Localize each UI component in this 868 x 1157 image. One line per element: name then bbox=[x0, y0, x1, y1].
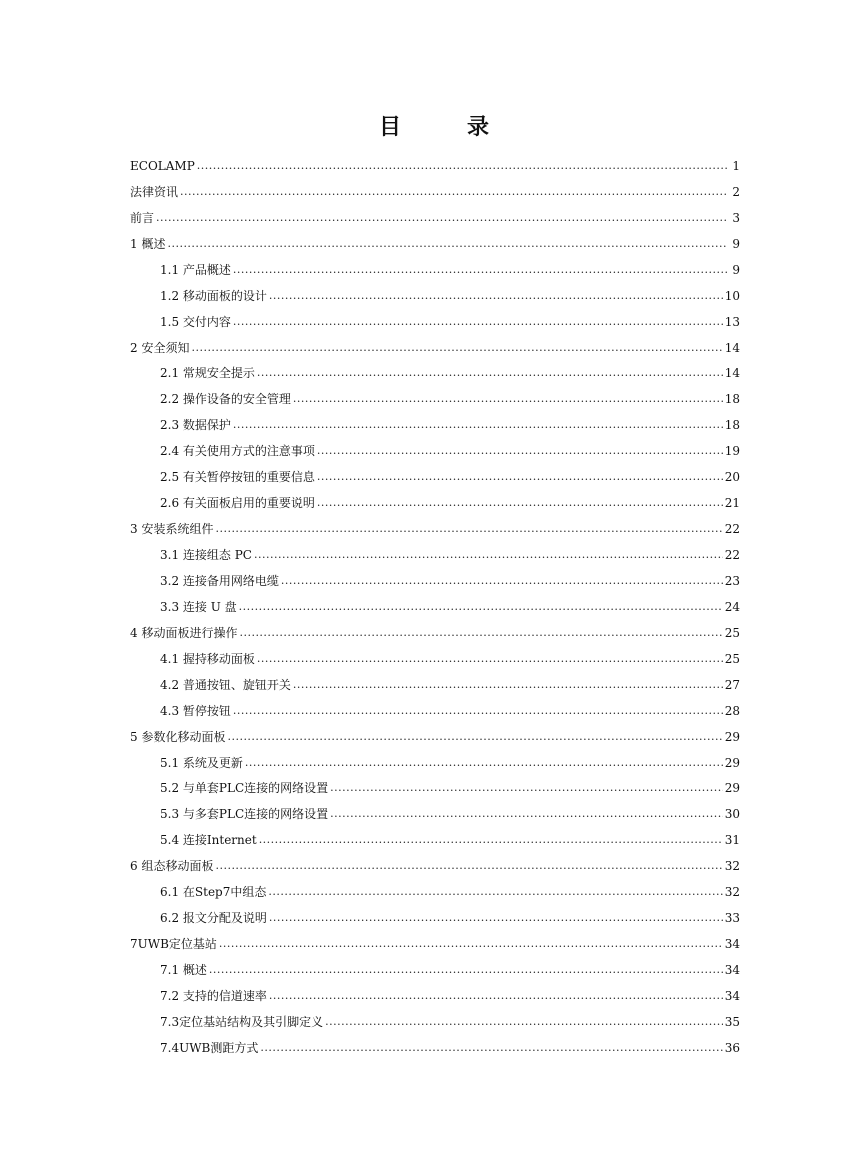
toc-entry[interactable] bbox=[130, 510, 740, 536]
toc-entry-page-number: 29 bbox=[724, 729, 740, 744]
toc-entry-page-number: 34 bbox=[724, 937, 740, 952]
toc-entry[interactable] bbox=[130, 718, 740, 744]
dot-leader bbox=[245, 756, 723, 770]
dot-leader bbox=[215, 859, 722, 873]
toc-entry[interactable] bbox=[130, 588, 740, 614]
toc-entry-page-number: 19 bbox=[724, 444, 740, 459]
dot-leader bbox=[197, 159, 728, 173]
toc-entry-page-number: 21 bbox=[724, 496, 740, 511]
table-of-contents bbox=[130, 147, 740, 1055]
toc-entry-label: 4.1 握持移动面板 bbox=[160, 651, 255, 666]
dot-leader bbox=[317, 444, 723, 458]
toc-entry-label: 3.3 连接 U 盘 bbox=[160, 599, 237, 614]
toc-entry[interactable] bbox=[130, 666, 740, 692]
toc-entry[interactable] bbox=[130, 1029, 740, 1055]
dot-leader bbox=[167, 237, 728, 251]
toc-entry-label: 1.1 产品概述 bbox=[160, 262, 231, 277]
toc-entry-label: 3.1 连接组态 PC bbox=[160, 548, 252, 562]
toc-entry[interactable] bbox=[130, 303, 740, 329]
toc-entry[interactable] bbox=[130, 1003, 740, 1029]
toc-entry-label: 法律资讯 bbox=[130, 184, 179, 199]
toc-entry[interactable] bbox=[130, 355, 740, 381]
toc-entry-page-number: 28 bbox=[724, 703, 740, 718]
toc-entry-label: 5.3 与多套PLC连接的网络设置 bbox=[160, 807, 329, 822]
toc-entry-page-number: 32 bbox=[724, 885, 740, 900]
toc-entry-label: 2.3 数据保护 bbox=[160, 418, 231, 433]
toc-entry-page-number: 10 bbox=[724, 288, 740, 303]
toc-entry-label: 1 概述 bbox=[130, 236, 166, 251]
toc-entry-page-number: 23 bbox=[724, 573, 740, 588]
dot-leader bbox=[268, 885, 722, 899]
toc-entry-label: 5.4 连接Internet bbox=[160, 833, 257, 848]
toc-entry-label: 2 安全须知 bbox=[130, 340, 190, 355]
toc-entry-label: 1.2 移动面板的设计 bbox=[160, 288, 267, 303]
toc-entry-label: 3 安装系统组件 bbox=[130, 522, 214, 537]
toc-entry-page-number: 14 bbox=[724, 340, 740, 355]
toc-entry-label: 1.5 交付内容 bbox=[160, 314, 231, 329]
toc-entry[interactable] bbox=[130, 458, 740, 484]
toc-entry[interactable] bbox=[130, 277, 740, 303]
toc-entry-page-number: 36 bbox=[724, 1040, 740, 1055]
toc-entry-label: 7.4UWB测距方式 bbox=[160, 1040, 259, 1055]
toc-entry[interactable] bbox=[130, 847, 740, 873]
toc-entry[interactable] bbox=[130, 977, 740, 1003]
toc-entry[interactable] bbox=[130, 951, 740, 977]
dot-leader bbox=[215, 522, 722, 536]
toc-entry-page-number: 30 bbox=[724, 807, 740, 822]
toc-entry[interactable] bbox=[130, 147, 740, 173]
toc-entry-page-number: 2 bbox=[732, 184, 740, 199]
toc-entry[interactable] bbox=[130, 640, 740, 666]
dot-leader bbox=[269, 989, 723, 1003]
toc-entry-page-number: 24 bbox=[724, 599, 740, 614]
toc-entry-label: 5.1 系统及更新 bbox=[160, 755, 243, 770]
dot-leader bbox=[191, 341, 722, 355]
toc-entry[interactable] bbox=[130, 899, 740, 925]
toc-entry-page-number: 29 bbox=[724, 781, 740, 796]
dot-leader bbox=[209, 963, 723, 977]
page-title: 目 录 bbox=[378, 114, 511, 140]
toc-entry-page-number: 35 bbox=[724, 1014, 740, 1029]
toc-entry[interactable] bbox=[130, 925, 740, 951]
toc-entry-label: 4.2 普通按钮、旋钮开关 bbox=[160, 677, 291, 692]
toc-entry-page-number: 22 bbox=[724, 522, 740, 537]
toc-entry[interactable] bbox=[130, 821, 740, 847]
toc-entry[interactable] bbox=[130, 536, 740, 562]
dot-leader bbox=[325, 1015, 723, 1029]
dot-leader bbox=[269, 911, 723, 925]
dot-leader bbox=[233, 704, 723, 718]
toc-entry-page-number: 34 bbox=[724, 963, 740, 977]
toc-entry-label: 7.2 支持的信道速率 bbox=[160, 988, 267, 1003]
dot-leader bbox=[259, 833, 723, 847]
toc-entry-page-number: 18 bbox=[724, 418, 740, 433]
toc-entry[interactable] bbox=[130, 614, 740, 640]
toc-entry-label: 3.2 连接备用网络电缆 bbox=[160, 573, 279, 588]
dot-leader bbox=[281, 574, 723, 588]
toc-entry-page-number: 32 bbox=[724, 859, 740, 874]
toc-entry-page-number: 18 bbox=[724, 392, 740, 407]
toc-entry-page-number: 33 bbox=[724, 911, 740, 926]
dot-leader bbox=[269, 289, 723, 303]
dot-leader bbox=[330, 781, 723, 795]
dot-leader bbox=[293, 678, 723, 692]
toc-entry[interactable] bbox=[130, 484, 740, 510]
toc-entry-page-number: 3 bbox=[732, 210, 740, 225]
toc-entry[interactable] bbox=[130, 770, 740, 796]
dot-leader bbox=[317, 496, 723, 510]
toc-entry-page-number: 14 bbox=[724, 366, 740, 381]
toc-entry-page-number: 29 bbox=[724, 755, 740, 770]
toc-entry-label: 7.1 概述 bbox=[160, 963, 207, 977]
toc-entry-page-number: 22 bbox=[724, 548, 740, 562]
toc-entry-page-number: 27 bbox=[724, 677, 740, 692]
toc-entry-page-number: 25 bbox=[724, 625, 740, 640]
toc-entry-label: 6.1 在Step7中组态 bbox=[160, 885, 267, 900]
dot-leader bbox=[254, 548, 723, 562]
toc-entry[interactable] bbox=[130, 251, 740, 277]
dot-leader bbox=[227, 730, 722, 744]
dot-leader bbox=[293, 392, 723, 406]
dot-leader bbox=[260, 1041, 722, 1055]
toc-entry-label: 5 参数化移动面板 bbox=[130, 729, 226, 744]
toc-entry-label: 6.2 报文分配及说明 bbox=[160, 911, 267, 926]
toc-entry-label: 2.5 有关暂停按钮的重要信息 bbox=[160, 470, 315, 485]
dot-leader bbox=[233, 418, 723, 432]
toc-entry[interactable] bbox=[130, 173, 740, 199]
toc-entry-page-number: 1 bbox=[732, 158, 740, 173]
toc-entry-page-number: 9 bbox=[732, 262, 740, 277]
toc-entry-label: 2.6 有关面板启用的重要说明 bbox=[160, 496, 315, 511]
dot-leader bbox=[330, 807, 723, 821]
dot-leader bbox=[257, 652, 723, 666]
dot-leader bbox=[257, 366, 723, 380]
toc-entry-label: 2.4 有关使用方式的注意事项 bbox=[160, 444, 315, 459]
toc-entry[interactable] bbox=[130, 406, 740, 432]
toc-entry[interactable] bbox=[130, 329, 740, 355]
toc-entry-label: 4 移动面板进行操作 bbox=[130, 625, 238, 640]
dot-leader bbox=[233, 315, 723, 329]
toc-entry-label: 前言 bbox=[130, 210, 155, 225]
toc-entry[interactable] bbox=[130, 692, 740, 718]
toc-entry[interactable] bbox=[130, 873, 740, 899]
dot-leader bbox=[239, 626, 722, 640]
dot-leader bbox=[156, 211, 728, 225]
toc-entry[interactable] bbox=[130, 432, 740, 458]
toc-entry-page-number: 34 bbox=[724, 988, 740, 1003]
toc-entry-label: 7UWB定位基站 bbox=[130, 937, 217, 952]
dot-leader bbox=[239, 600, 723, 614]
toc-entry[interactable] bbox=[130, 744, 740, 770]
toc-entry[interactable] bbox=[130, 562, 740, 588]
toc-entry-label: 7.3定位基站结构及其引脚定义 bbox=[160, 1014, 324, 1029]
toc-entry-page-number: 20 bbox=[724, 470, 740, 485]
toc-entry-label: 5.2 与单套PLC连接的网络设置 bbox=[160, 781, 329, 796]
toc-entry-page-number: 31 bbox=[724, 833, 740, 848]
toc-entry[interactable] bbox=[130, 225, 740, 251]
toc-entry-label: 4.3 暂停按钮 bbox=[160, 703, 231, 718]
toc-entry-label: 2.2 操作设备的安全管理 bbox=[160, 392, 291, 407]
toc-entry-label: 6 组态移动面板 bbox=[130, 859, 214, 874]
toc-entry[interactable] bbox=[130, 380, 740, 406]
toc-entry[interactable] bbox=[130, 795, 740, 821]
toc-entry-label: ECOLAMP bbox=[130, 158, 195, 173]
toc-entry-label: 2.1 常规安全提示 bbox=[160, 366, 255, 381]
dot-leader bbox=[317, 470, 723, 484]
dot-leader bbox=[233, 263, 728, 277]
toc-entry-page-number: 25 bbox=[724, 651, 740, 666]
toc-entry-page-number: 9 bbox=[732, 236, 740, 251]
toc-entry[interactable] bbox=[130, 199, 740, 225]
dot-leader bbox=[219, 937, 723, 951]
dot-leader bbox=[180, 185, 728, 199]
toc-entry-page-number: 13 bbox=[724, 314, 740, 329]
